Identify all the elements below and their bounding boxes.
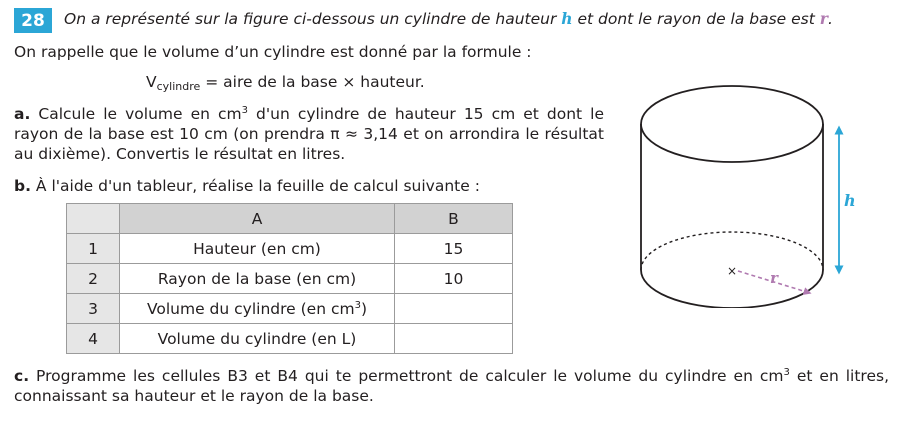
- row-number: 1: [67, 234, 120, 264]
- row-number: 3: [67, 294, 120, 324]
- cell-a1: Hauteur (en cm): [120, 234, 395, 264]
- cell-b4: [395, 324, 513, 354]
- part-a-label: a.: [14, 105, 31, 123]
- table-row: [67, 234, 513, 264]
- cylinder-figure: [628, 78, 868, 308]
- part-b-label: b.: [14, 177, 31, 195]
- exercise-number-badge: 28: [14, 8, 52, 33]
- radius-variable: r: [819, 9, 828, 28]
- cell-b3: [395, 294, 513, 324]
- exercise-intro: On a représenté sur la figure ci-dessous un cylindre de hauteur h et dont le rayon de la base est r.: [64, 9, 833, 28]
- part-c-label: c.: [14, 367, 30, 385]
- table-row: [67, 324, 513, 354]
- header-row: [67, 204, 513, 234]
- cell-a3: Volume du cylindre (en $cm^3$): [120, 294, 395, 324]
- formula-reminder: On rappelle que le volume d’un cylindre est donné par la formule :: [14, 43, 532, 61]
- column-header-a: A: [120, 204, 395, 234]
- volume-formula: $V_{cylindre}$ = aire de la base × hauteur.: [146, 73, 425, 93]
- row-number: 2: [67, 264, 120, 294]
- part-b: b. À l'aide d'un tableur, réalise la feuille de calcul suivante :: [14, 177, 480, 195]
- column-header-b: B: [395, 204, 513, 234]
- table-row: [67, 294, 513, 324]
- height-label: h: [844, 191, 856, 210]
- radius-label: r: [770, 269, 778, 287]
- table-row: [67, 264, 513, 294]
- corner-cell: [67, 204, 120, 234]
- part-c: c. Programme les cellules B3 et B4 qui te permettront de calculer le volume du cylindre en $cm^3$ et en litres, connaissant sa hauteur et le rayon de la base.: [14, 367, 889, 405]
- cell-b1: 15: [395, 234, 513, 264]
- cylinder-top-ellipse: [641, 86, 823, 162]
- spreadsheet-table: [66, 203, 513, 354]
- row-number: 4: [67, 324, 120, 354]
- cell-a2: Rayon de la base (en cm): [120, 264, 395, 294]
- cell-b2: 10: [395, 264, 513, 294]
- base-center-mark: ×: [726, 264, 738, 278]
- cell-a4: Volume du cylindre (en L): [120, 324, 395, 354]
- part-a: a. Calcule le volume en $cm^3$ d'un cylindre de hauteur 15 cm et dont le rayon de la base est 10 cm (on prendra π ≈ 3,14 et on arrondira le résultat au dixième). Convertis le résultat en litres.: [14, 105, 604, 163]
- height-variable: h: [561, 9, 573, 28]
